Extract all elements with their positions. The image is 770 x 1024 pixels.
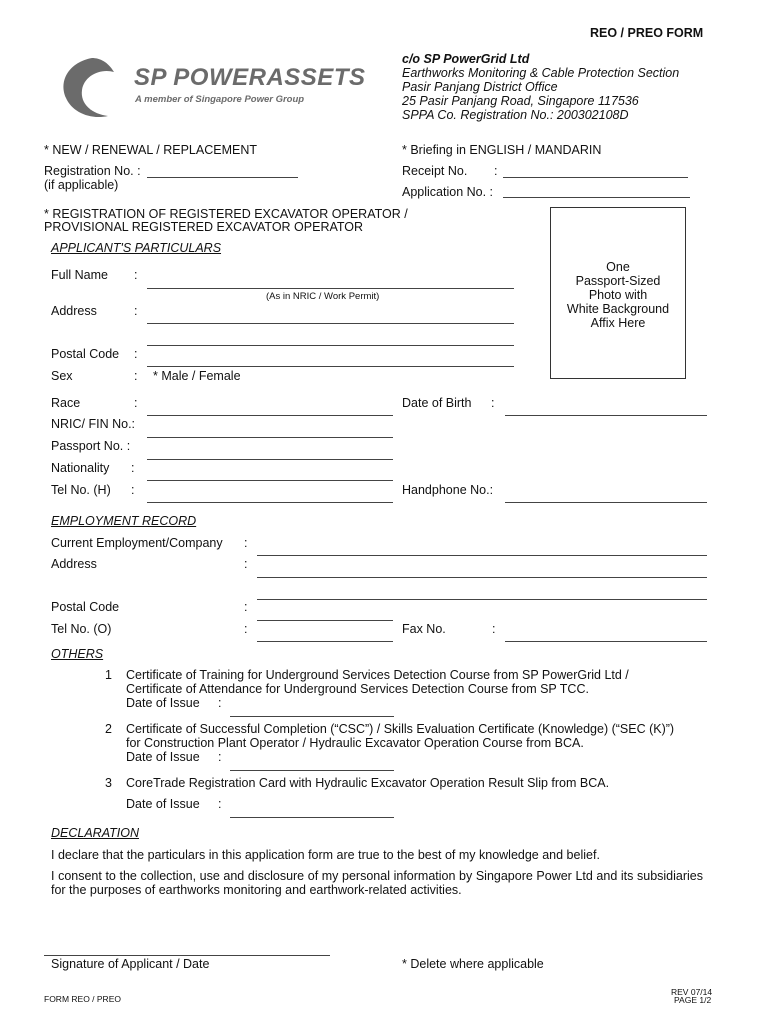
nric-label: NRIC/ FIN No.: bbox=[51, 417, 136, 431]
fax-label: Fax No. bbox=[402, 622, 446, 636]
photo-line-5: Affix Here bbox=[590, 316, 646, 330]
page-number: PAGE 1/2 bbox=[674, 995, 712, 1005]
others-item-2-number: 2 bbox=[105, 722, 112, 736]
briefing-language: * Briefing in ENGLISH / MANDARIN bbox=[402, 143, 602, 157]
postal-code-field[interactable] bbox=[147, 366, 514, 367]
signature-label: Signature of Applicant / Date bbox=[51, 957, 210, 971]
postal-code-label: Postal Code bbox=[51, 347, 120, 361]
address-label: Address bbox=[51, 304, 97, 318]
race-colon: : bbox=[134, 396, 138, 410]
fax-colon: : bbox=[492, 622, 496, 636]
applicant-heading: APPLICANT'S PARTICULARS bbox=[51, 241, 222, 255]
race-field[interactable] bbox=[147, 415, 393, 416]
employment-heading: EMPLOYMENT RECORD bbox=[51, 514, 197, 528]
revision: REV 07/14 bbox=[671, 987, 713, 997]
registration-no-field[interactable] bbox=[147, 177, 298, 178]
receipt-no-label: Receipt No. bbox=[402, 164, 468, 178]
employment-postal-colon: : bbox=[244, 600, 248, 614]
postal-code-colon: : bbox=[134, 347, 138, 361]
application-no-field[interactable] bbox=[503, 197, 690, 198]
full-name-colon: : bbox=[134, 268, 138, 282]
photo-line-2: Passport-Sized bbox=[575, 274, 661, 288]
address-colon: : bbox=[134, 304, 138, 318]
employment-address-label: Address bbox=[51, 557, 97, 571]
employment-address-field-1[interactable] bbox=[257, 577, 707, 578]
race-label: Race bbox=[51, 396, 81, 410]
others-item-2-line1: Certificate of Successful Completion (“CSC”) / Skills Evaluation Certificate (Knowledge) (“SEC (K)”) bbox=[126, 722, 675, 736]
tel-o-colon: : bbox=[244, 622, 248, 636]
full-name-label: Full Name bbox=[51, 268, 108, 282]
nationality-label: Nationality bbox=[51, 461, 110, 475]
dob-colon: : bbox=[491, 396, 495, 410]
photo-box bbox=[550, 207, 686, 379]
tel-h-colon: : bbox=[131, 483, 135, 497]
if-applicable-note: (if applicable) bbox=[44, 178, 119, 192]
org-line4: SPPA Co. Registration No.: 200302108D bbox=[402, 108, 629, 122]
company-label: Current Employment/Company bbox=[51, 536, 223, 550]
date-of-issue-1-field[interactable] bbox=[230, 716, 394, 717]
application-no-label: Application No. : bbox=[402, 185, 494, 199]
date-of-issue-1-colon: : bbox=[218, 696, 222, 710]
registration-title-1: * REGISTRATION OF REGISTERED EXCAVATOR OPERATOR / bbox=[44, 207, 408, 221]
others-item-2-line2: for Construction Plant Operator / Hydraulic Excavator Operation Course from BCA. bbox=[126, 736, 584, 750]
sex-label: Sex bbox=[51, 369, 73, 383]
tel-h-label: Tel No. (H) bbox=[51, 483, 111, 497]
sex-options[interactable]: * Male / Female bbox=[153, 369, 241, 383]
others-item-1-line1: Certificate of Training for Underground Services Detection Course from SP PowerGrid Ltd / bbox=[126, 668, 629, 682]
address-field-2[interactable] bbox=[147, 345, 514, 346]
powerassets-swoosh-icon bbox=[52, 54, 132, 124]
as-in-nric-note: (As in NRIC / Work Permit) bbox=[266, 291, 380, 302]
employment-address-colon: : bbox=[244, 557, 248, 571]
form-code: FORM REO / PREO bbox=[44, 994, 121, 1004]
org-line3: 25 Pasir Panjang Road, Singapore 117536 bbox=[402, 94, 639, 108]
declaration-text-2: I consent to the collection, use and disclosure of my personal information by Singapore Power Ltd and its subsidiaries for the purposes of earthworks monitoring and earthwork-related activities. bbox=[51, 869, 703, 897]
form-title: REO / PREO FORM bbox=[590, 26, 704, 40]
photo-line-3: Photo with bbox=[588, 288, 648, 302]
application-type: * NEW / RENEWAL / REPLACEMENT bbox=[44, 143, 257, 157]
date-of-issue-3-label: Date of Issue bbox=[126, 797, 200, 811]
sex-colon: : bbox=[134, 369, 138, 383]
photo-line-1: One bbox=[606, 260, 630, 274]
nric-field[interactable] bbox=[147, 437, 393, 438]
tel-o-field[interactable] bbox=[257, 641, 393, 642]
others-item-1-number: 1 bbox=[105, 668, 112, 682]
address-field-1[interactable] bbox=[147, 323, 514, 324]
passport-field[interactable] bbox=[147, 459, 393, 460]
org-line1: Earthworks Monitoring & Cable Protection Section bbox=[402, 66, 680, 80]
others-item-3-number: 3 bbox=[105, 776, 112, 790]
registration-no-label: Registration No. : bbox=[44, 164, 141, 178]
passport-label: Passport No. : bbox=[51, 439, 131, 453]
others-item-3-line1: CoreTrade Registration Card with Hydraulic Excavator Operation Result Slip from BCA. bbox=[126, 776, 610, 790]
org-name: c/o SP PowerGrid Ltd bbox=[402, 52, 530, 66]
signature-field[interactable] bbox=[44, 955, 330, 956]
company-logo bbox=[52, 54, 382, 126]
nationality-colon: : bbox=[131, 461, 135, 475]
org-line2: Pasir Panjang District Office bbox=[402, 80, 558, 94]
declaration-heading: DECLARATION bbox=[51, 826, 139, 840]
date-of-issue-2-label: Date of Issue bbox=[126, 750, 200, 764]
others-heading: OTHERS bbox=[51, 647, 104, 661]
tel-o-label: Tel No. (O) bbox=[51, 622, 112, 636]
employment-postal-field[interactable] bbox=[257, 620, 393, 621]
date-of-issue-2-colon: : bbox=[218, 750, 222, 764]
handphone-label: Handphone No.: bbox=[402, 483, 494, 497]
logo-name: SP POWERASSETS bbox=[134, 64, 366, 91]
receipt-no-field[interactable] bbox=[503, 177, 688, 178]
employment-postal-label: Postal Code bbox=[51, 600, 120, 614]
full-name-field[interactable] bbox=[147, 288, 514, 289]
date-of-issue-2-field[interactable] bbox=[230, 770, 394, 771]
logo-tagline: A member of Singapore Power Group bbox=[135, 94, 305, 105]
receipt-colon: : bbox=[494, 164, 498, 178]
photo-line-4: White Background bbox=[566, 302, 670, 316]
tel-h-field[interactable] bbox=[147, 502, 393, 503]
employment-address-field-2[interactable] bbox=[257, 599, 707, 600]
delete-note: * Delete where applicable bbox=[402, 957, 544, 971]
handphone-field[interactable] bbox=[505, 502, 707, 503]
others-item-1-line2: Certificate of Attendance for Underground Services Detection Course from SP TCC. bbox=[126, 682, 589, 696]
registration-title-2: PROVISIONAL REGISTERED EXCAVATOR OPERATOR bbox=[44, 220, 364, 234]
dob-field[interactable] bbox=[505, 415, 707, 416]
company-colon: : bbox=[244, 536, 248, 550]
company-field[interactable] bbox=[257, 555, 707, 556]
date-of-issue-3-field[interactable] bbox=[230, 817, 394, 818]
date-of-issue-3-colon: : bbox=[218, 797, 222, 811]
dob-label: Date of Birth bbox=[402, 396, 472, 410]
fax-field[interactable] bbox=[505, 641, 707, 642]
date-of-issue-1-label: Date of Issue bbox=[126, 696, 200, 710]
nationality-field[interactable] bbox=[147, 480, 393, 481]
declaration-text-1: I declare that the particulars in this application form are true to the best of my knowledge and belief. bbox=[51, 848, 600, 862]
